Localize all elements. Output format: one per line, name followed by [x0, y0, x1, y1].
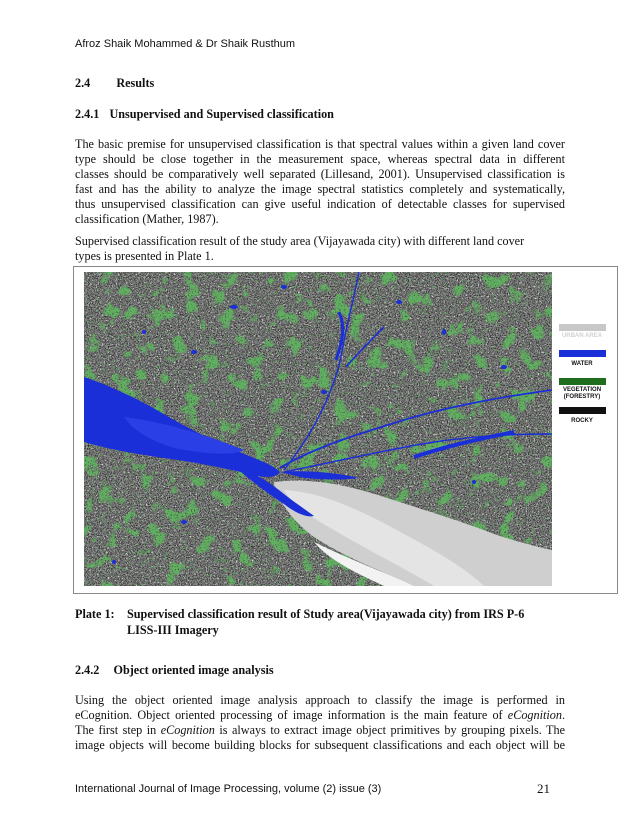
classified-satellite-image — [84, 272, 552, 586]
text-line — [75, 708, 565, 723]
running-header: Afroz Shaik Mohammed & Dr Shaik Rusthum — [75, 38, 296, 50]
subsection-title: Unsupervised and Supervised classification — [109, 107, 334, 121]
text-run: is always to extract image object primitives by grouping pixels. The — [214, 723, 565, 737]
text-line: type should be close together in the measurement space, whereas spectral data in different — [75, 152, 565, 166]
text-line: Using the object oriented image analysis approach to classify the image is performed in — [75, 693, 565, 707]
caption-prefix: Plate 1: — [75, 607, 115, 621]
subsection-number: 2.4.1 — [75, 107, 100, 121]
text-line: image objects will become building blocks for subsequent classifications and each object will be — [75, 738, 565, 752]
legend-label-vegetation: VEGETATION (FORESTRY) — [562, 387, 602, 400]
caption-line-1: Supervised classification result of Study area(Vijayawada city) from IRS P-6 — [127, 607, 525, 621]
text-line: fast and has the ability to analyze the image spectral statistics completely and systematically, — [75, 182, 565, 196]
legend-swatch-urban-area — [559, 324, 606, 331]
legend-swatch-rocky — [559, 407, 606, 414]
text-run: eCognition. Object oriented processing of image information is the main feature of — [75, 708, 508, 722]
text-run: The first step in — [75, 723, 161, 737]
section-title: Results — [116, 76, 155, 90]
subsection-heading-classification — [75, 107, 334, 122]
text-line — [75, 723, 565, 738]
emphasis-ecognition: eCognition — [507, 708, 562, 722]
text-line: The basic premise for unsupervised classification is that spectral values within a given land cover — [75, 137, 565, 151]
text-line: classification (Mather, 1987). — [75, 212, 219, 226]
text-line: classes should be comparatively well separated (Lillesand, 2001). Unsupervised classification is — [75, 167, 565, 181]
section-number: 2.4 — [75, 76, 91, 90]
text-line: thus unsupervised classification can give useful indication of detectable classes for supervised — [75, 197, 565, 211]
subsection-title: Object oriented image analysis — [113, 663, 274, 677]
page-number: 21 — [537, 781, 550, 796]
legend-label-urban-area: URBAN AREA — [561, 333, 603, 339]
text-line: types is presented in Plate 1. — [75, 249, 214, 263]
plate-caption — [75, 606, 575, 638]
section-heading-results — [75, 76, 154, 91]
text-run: . — [561, 708, 565, 722]
subsection-heading-object-oriented — [75, 663, 274, 678]
legend-swatch-vegetation — [559, 378, 606, 385]
legend-label-water: WATER — [571, 361, 593, 367]
footer-journal: International Journal of Image Processing, volume (2) issue (3) — [75, 783, 382, 795]
paragraph-classification-premise — [75, 137, 565, 227]
legend-swatch-water — [559, 350, 606, 357]
subsection-number: 2.4.2 — [75, 663, 100, 677]
caption-line-2: LISS-III Imagery — [127, 623, 219, 637]
legend-label-rocky: ROCKY — [571, 418, 593, 424]
emphasis-ecognition: eCognition — [160, 723, 215, 737]
paragraph-plate-intro — [75, 234, 565, 264]
paragraph-object-oriented — [75, 693, 565, 753]
text-line: Supervised classification result of the study area (Vijayawada city) with different land cover — [75, 234, 525, 248]
